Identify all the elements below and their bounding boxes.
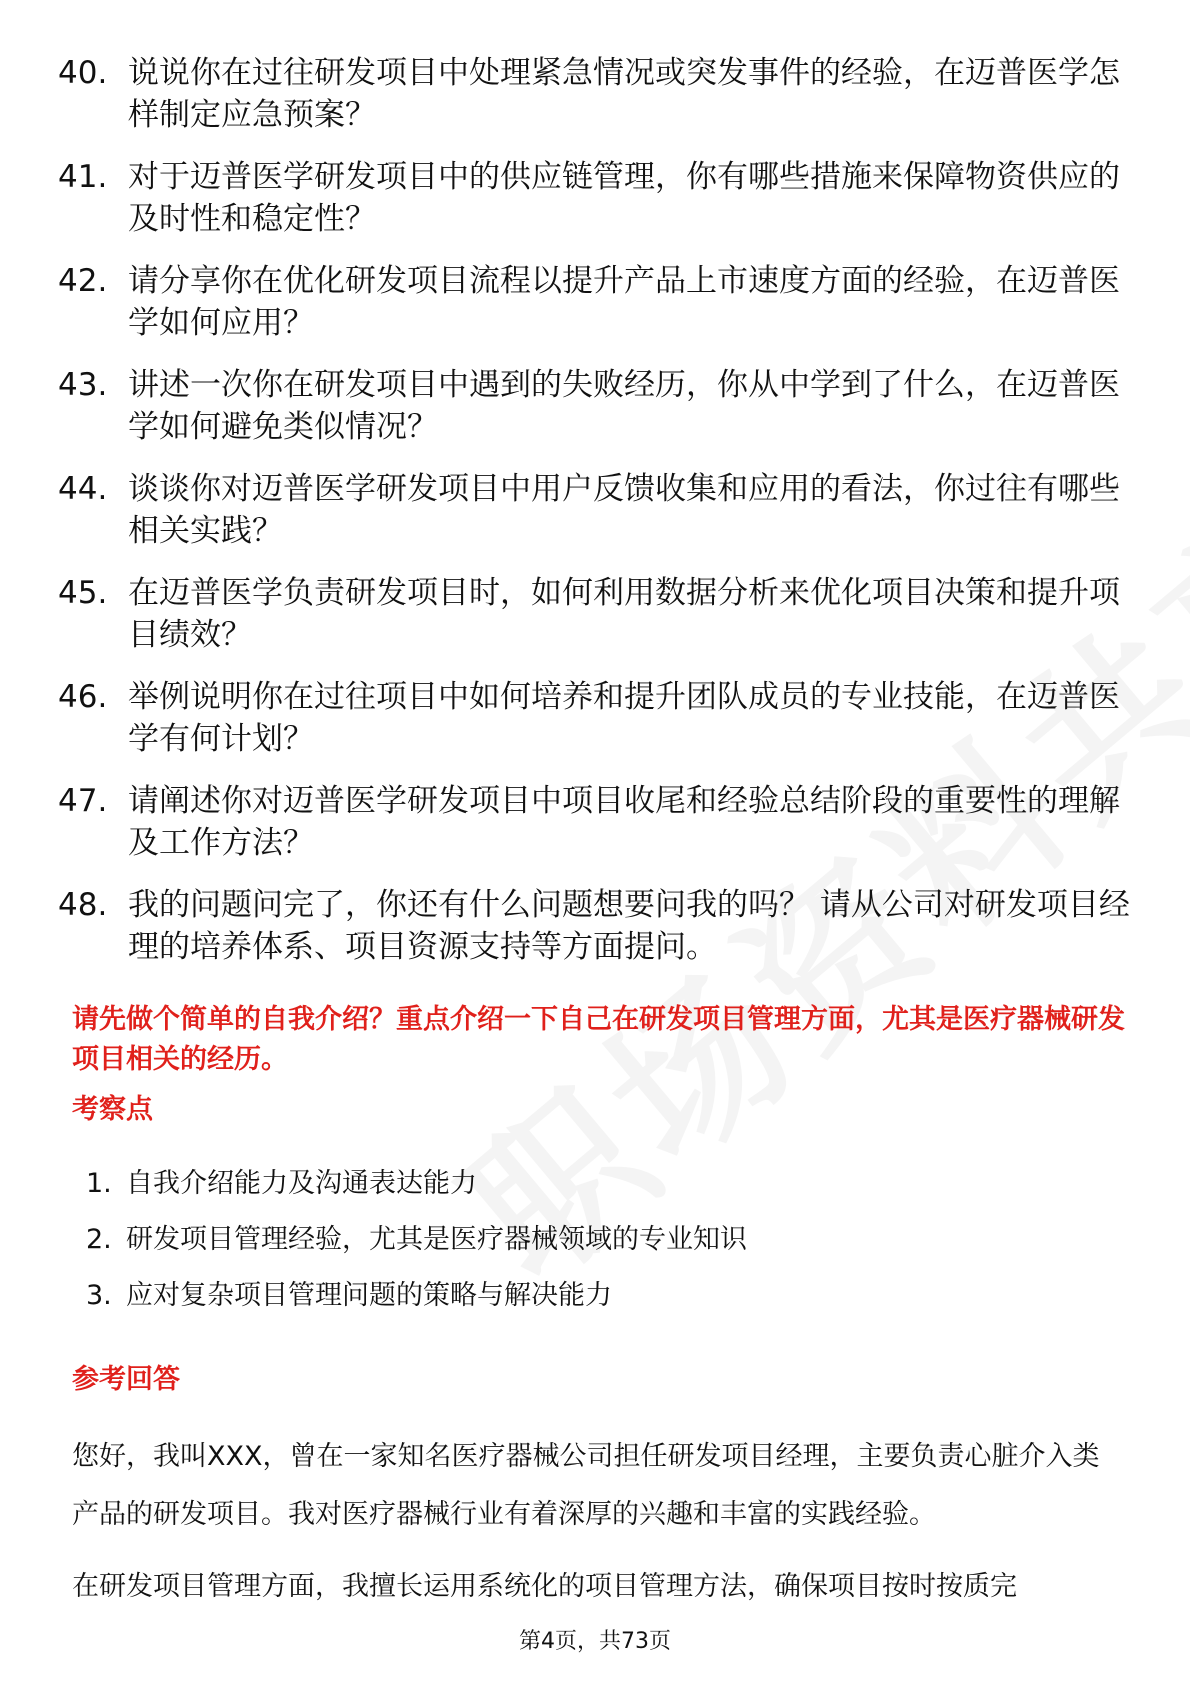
question-text: 请分享你在优化研发项目流程以提升产品上市速度方面的经验，在迈普医学如何应用？: [128, 263, 1120, 341]
answer-paragraph: 您好，我叫XXX，曾在一家知名医疗器械公司担任研发项目经理，主要负责心脏介入类产品的研发项目。我对医疗器械行业有着深厚的兴趣和丰富的实践经验。: [72, 1441, 1100, 1530]
answer-paragraph: 在研发项目管理方面，我擅长运用系统化的项目管理方法，确保项目按时按质完: [72, 1571, 1017, 1602]
question-text: 说说你在过往研发项目中处理紧急情况或突发事件的经验，在迈普医学怎样制定应急预案？: [128, 55, 1120, 133]
question-text: 讲述一次你在研发项目中遇到的失败经历，你从中学到了什么，在迈普医学如何避免类似情况？: [128, 367, 1120, 445]
exam-points-title: 考察点: [72, 1094, 153, 1125]
question-text: 请阐述你对迈普医学研发项目中项目收尾和经验总结阶段的重要性的理解及工作方法？: [128, 783, 1120, 861]
question-number: 47.: [58, 783, 108, 819]
question-item: [58, 260, 1138, 344]
exam-points-list: [86, 1166, 747, 1334]
exam-point-number: 1.: [86, 1168, 112, 1199]
question-text: 举例说明你在过往项目中如何培养和提升团队成员的专业技能，在迈普医学有何计划？: [128, 679, 1120, 757]
question-item: [58, 884, 1138, 968]
exam-point-item: [86, 1222, 747, 1258]
question-number: 48.: [58, 887, 108, 923]
question-number: 43.: [58, 367, 108, 403]
exam-point-text: 自我介绍能力及沟通表达能力: [126, 1168, 477, 1199]
exam-point-number: 3.: [86, 1280, 112, 1311]
question-item: [58, 676, 1138, 760]
exam-point-item: [86, 1278, 747, 1314]
question-item: [58, 468, 1138, 552]
exam-point-text: 研发项目管理经验，尤其是医疗器械领域的专业知识: [126, 1224, 747, 1255]
question-item: [58, 156, 1138, 240]
question-item: [58, 780, 1138, 864]
question-item: [58, 364, 1138, 448]
question-number: 46.: [58, 679, 108, 715]
question-number: 45.: [58, 575, 108, 611]
question-item: [58, 52, 1138, 136]
question-number: 42.: [58, 263, 108, 299]
exam-point-item: [86, 1166, 747, 1202]
question-text: 我的问题问完了，你还有什么问题想要问我的吗？ 请从公司对研发项目经理的培养体系、项目资源支持等方面提问。: [128, 887, 1130, 965]
answer-title: 参考回答: [72, 1364, 180, 1395]
question-text: 谈谈你对迈普医学研发项目中用户反馈收集和应用的看法，你过往有哪些相关实践？: [128, 471, 1120, 549]
question-list: [58, 52, 1138, 988]
question-number: 44.: [58, 471, 108, 507]
highlight-question: 请先做个简单的自我介绍？重点介绍一下自己在研发项目管理方面，尤其是医疗器械研发项目相关的经历。: [72, 1004, 1125, 1075]
question-text: 对于迈普医学研发项目中的供应链管理，你有哪些措施来保障物资供应的及时性和稳定性？: [128, 159, 1120, 237]
question-text: 在迈普医学负责研发项目时，如何利用数据分析来优化项目决策和提升项目绩效？: [128, 575, 1120, 653]
exam-point-text: 应对复杂项目管理问题的策略与解决能力: [126, 1280, 612, 1311]
exam-point-number: 2.: [86, 1224, 112, 1255]
question-number: 41.: [58, 159, 108, 195]
page-footer: 第4页，共73页: [519, 1629, 671, 1654]
question-number: 40.: [58, 55, 108, 91]
question-item: [58, 572, 1138, 656]
